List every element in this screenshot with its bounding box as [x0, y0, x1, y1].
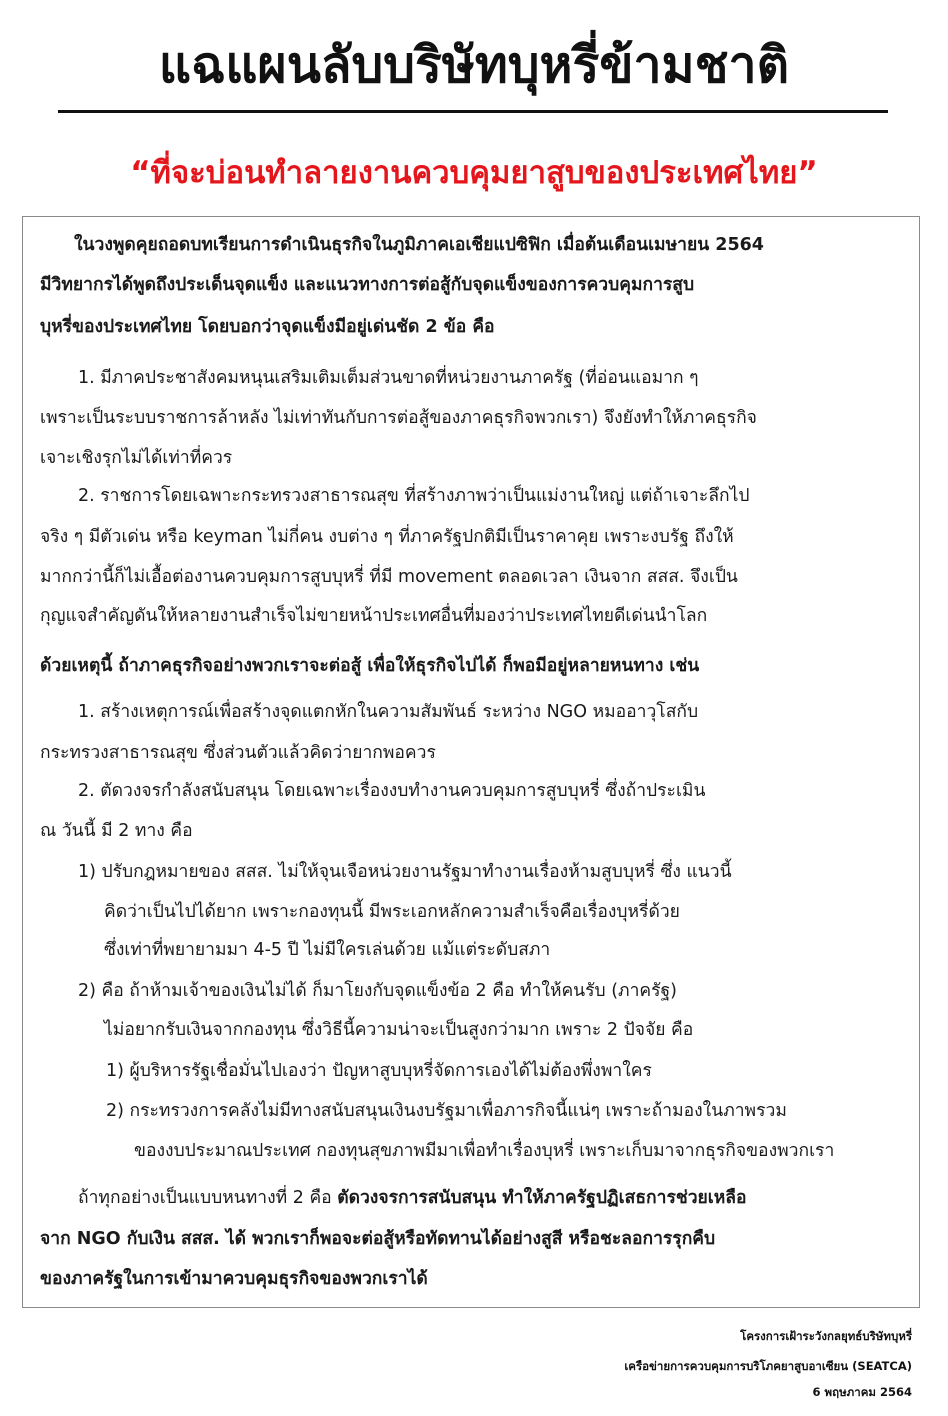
footer-org-2: เครือข่ายการควบคุมการบริโภคยาสูบอาเซียน (SEATCA): [624, 1359, 912, 1373]
footer-date: 6 พฤษภาคม 2564: [812, 1385, 912, 1399]
conclusion-line-1-bold: ตัดวงจรการสนับสนุน ทำให้ภาครัฐปฏิเสธการช่วยเหลือ: [337, 1188, 747, 1208]
strength-1-line-2: เพราะเป็นระบบราชการล้าหลัง ไม่เท่าทันกับการต่อสู้ของภาคธุรกิจพวกเรา) จึงยังทำให้ภาคธุรกิจ: [40, 408, 757, 428]
way-2-line-1: 2. ตัดวงจรกำลังสนับสนุน โดยเฉพาะเรื่องงบทำงานควบคุมการสูบบุหรี่ ซึ่งถ้าประเมิน: [78, 781, 706, 801]
conclusion-line-1-normal: ถ้าทุกอย่างเป็นแบบหนทางที่ 2 คือ: [78, 1188, 338, 1208]
way-1-line-2: กระทรวงสาธารณสุข ซึ่งส่วนตัวแล้วคิดว่ายากพอควร: [40, 743, 436, 763]
strength-2-line-4: กุญแจสำคัญดันให้หลายงานสำเร็จไม่ขายหน้าประเทศอื่นที่มองว่าประเทศไทยดีเด่นนำโลก: [40, 606, 708, 626]
conclusion-line-2: จาก NGO กับเงิน สสส. ได้ พวกเราก็พอจะต่อสู้หรือทัดทานได้อย่างสูสี หรือชะลอการรุกคืบ: [40, 1229, 716, 1249]
strength-2-line-3: มากกว่านี้ก็ไม่เอื้อต่องานควบคุมการสูบบุหรี่ ที่มี movement ตลอดเวลา เงินจาก สสส. จึงเป็น: [40, 567, 738, 587]
option-1-line-3: ซึ่งเท่าที่พยายามมา 4-5 ปี ไม่มีใครเล่นด้วย แม้แต่ระดับสภา: [104, 940, 551, 960]
intro-line-2: มีวิทยากรได้พูดถึงประเด็นจุดแข็ง และแนวทางการต่อสู้กับจุดแข็งของการควบคุมการสูบ: [40, 275, 695, 295]
factor-2-line-2: ของงบประมาณประเทศ กองทุนสุขภาพมีมาเพื่อทำเรื่องบุหรี่ เพราะเก็บมาจากธุรกิจของพวกเรา: [134, 1141, 835, 1161]
factor-1-line: 1) ผู้บริหารรัฐเชื่อมั่นไปเองว่า ปัญหาสูบบุหรี่จัดการเองได้ไม่ต้องพึ่งพาใคร: [106, 1061, 652, 1081]
strength-2-line-2: จริง ๆ มีตัวเด่น หรือ keyman ไม่กี่คน งบต่าง ๆ ที่ภาครัฐปกติมีเป็นราคาคุย เพราะงบรัฐ ถึงให้: [40, 527, 734, 547]
therefore-line: ด้วยเหตุนี้ ถ้าภาคธุรกิจอย่างพวกเราจะต่อสู้ เพื่อให้ธุรกิจไปได้ ก็พอมีอยู่หลายหนทาง เช่น: [40, 656, 700, 676]
footer-org-1: โครงการเฝ้าระวังกลยุทธ์บริษัทบุหรี่: [740, 1329, 912, 1343]
option-1-line-1: 1) ปรับกฎหมายของ สสส. ไม่ให้จุนเจือหน่วยงานรัฐมาทำงานเรื่องห้ามสูบบุหรี่ ซึ่ง แนวนี้: [78, 862, 732, 882]
title-underline: [58, 110, 888, 113]
strength-1-line-1: 1. มีภาคประชาสังคมหนุนเสริมเติมเต็มส่วนขาดที่หน่วยงานภาครัฐ (ที่อ่อนแอมาก ๆ: [78, 368, 699, 388]
option-1-line-2: คิดว่าเป็นไปได้ยาก เพราะกองทุนนี้ มีพระเอกหลักความสำเร็จคือเรื่องบุหรี่ด้วย: [104, 902, 680, 922]
intro-line-1: ในวงพูดคุยถอดบทเรียนการดำเนินธุรกิจในภูมิภาคเอเชียแปซิฟิก เมื่อต้นเดือนเมษายน 2564: [74, 235, 764, 255]
way-1-line-1: 1. สร้างเหตุการณ์เพื่อสร้างจุดแตกหักในความสัมพันธ์ ระหว่าง NGO หมออาวุโสกับ: [78, 702, 699, 722]
intro-line-3: บุหรี่ของประเทศไทย โดยบอกว่าจุดแข็งมีอยู่เด่นชัด 2 ข้อ คือ: [40, 317, 495, 337]
option-2-line-2: ไม่อยากรับเงินจากกองทุน ซึ่งวิธีนี้ความน่าจะเป็นสูงกว่ามาก เพราะ 2 ปัจจัย คือ: [104, 1020, 694, 1040]
conclusion-line-1: [78, 1183, 747, 1213]
strength-1-line-3: เจาะเชิงรุกไม่ได้เท่าที่ควร: [40, 448, 233, 468]
conclusion-line-3: ของภาครัฐในการเข้ามาควบคุมธุรกิจของพวกเราได้: [40, 1269, 428, 1289]
option-2-line-1: 2) คือ ถ้าห้ามเจ้าของเงินไม่ได้ ก็มาโยงกับจุดแข็งข้อ 2 คือ ทำให้คนรับ (ภาครัฐ): [78, 981, 677, 1001]
page-title: แฉแผนลับบริษัทบุหรี่ข้ามชาติ: [158, 36, 790, 94]
way-2-line-2: ณ วันนี้ มี 2 ทาง คือ: [40, 821, 193, 841]
factor-2-line-1: 2) กระทรวงการคลังไม่มีทางสนับสนุนเงินงบรัฐมาเพื่อภารกิจนี้แน่ๆ เพราะถ้ามองในภาพรวม: [106, 1101, 787, 1121]
page-subtitle: “ที่จะบ่อนทำลายงานควบคุมยาสูบของประเทศไทย”: [130, 155, 818, 191]
strength-2-line-1: 2. ราชการโดยเฉพาะกระทรวงสาธารณสุข ที่สร้างภาพว่าเป็นแม่งานใหญ่ แต่ถ้าเจาะลึกไป: [78, 486, 750, 506]
